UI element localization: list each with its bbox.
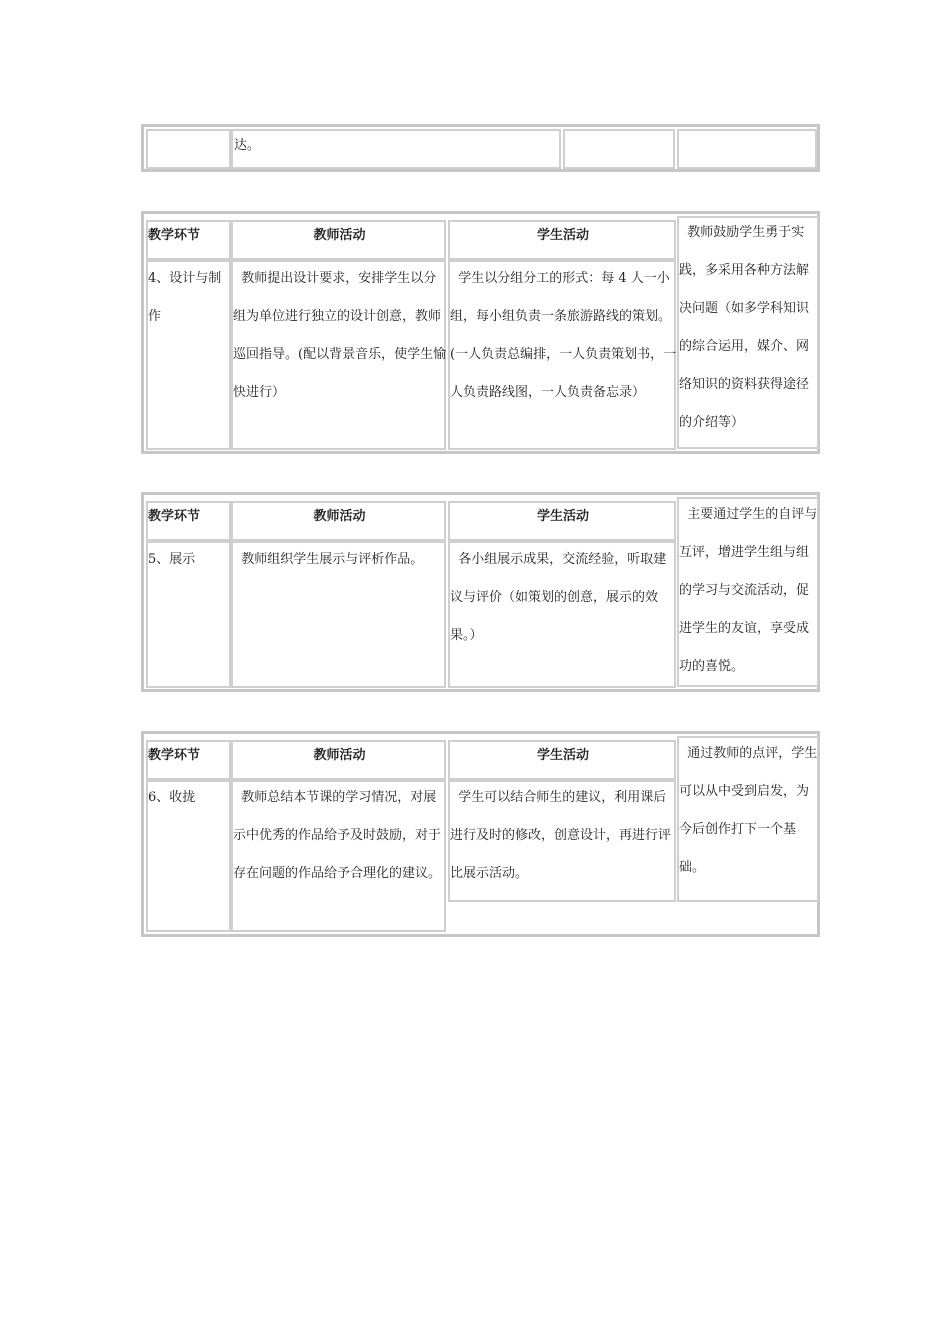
cell-stage <box>146 780 231 932</box>
header-stage: 教学环节 <box>148 748 201 763</box>
student-text: 学生以分组分工的形式：每 4 人一小组，每小组负责一条旅游路线的策划。(一人负责总编排，一人负责策划书，一人负责路线图，一人负责备忘录） <box>450 271 677 400</box>
note-text: 教师鼓励学生勇于实践，多采用各种方法解决问题（如多学科知识的综合运用，媒介、网络知识的资料获得途径的介绍等） <box>679 225 810 430</box>
cell-student-header <box>448 740 676 780</box>
cell-student-header <box>448 220 676 260</box>
cell-teacher <box>231 541 446 688</box>
cell-teacher-header <box>231 501 446 541</box>
cell-note <box>677 216 819 449</box>
cell-teacher <box>231 260 446 450</box>
student-text: 各小组展示成果，交流经验，听取建议与评价（如策划的创意，展示的效果。） <box>450 552 667 643</box>
header-student: 学生活动 <box>536 228 589 243</box>
cell-stage-header <box>146 740 231 780</box>
table-continuation <box>141 124 820 172</box>
cell-note <box>677 497 819 687</box>
table-section-5 <box>141 492 820 692</box>
cell-student <box>448 541 676 688</box>
note-text: 通过教师的点评，学生可以从中受到启发，为今后创作打下一个基础。 <box>679 746 818 875</box>
cell-teacher-header <box>231 220 446 260</box>
header-teacher: 教师活动 <box>313 748 366 763</box>
table-section-4 <box>141 211 820 454</box>
teacher-text: 教师组织学生展示与评析作品。 <box>233 552 424 567</box>
teacher-text: 教师总结本节课的学习情况，对展示中优秀的作品给予及时鼓励，对于存在问题的作品给予合理化的建议。 <box>233 790 442 881</box>
stage-text: 5、展示 <box>148 552 196 567</box>
cell-student-header <box>448 501 676 541</box>
stage-text: 6、收拢 <box>148 790 196 805</box>
cell-student <box>448 780 676 902</box>
cell-stage <box>146 541 231 688</box>
teacher-text: 教师提出设计要求，安排学生以分组为单位进行独立的设计创意，教师巡回指导。(配以背景音乐，使学生愉快进行） <box>233 271 447 400</box>
cell-note <box>677 129 817 169</box>
cell-teacher <box>231 780 446 932</box>
note-text: 主要通过学生的自评与互评，增进学生组与组的学习与交流活动，促进学生的友谊，享受成功的喜悦。 <box>679 507 818 674</box>
cell-stage-header <box>146 501 231 541</box>
cell-student <box>563 129 675 169</box>
header-student: 学生活动 <box>536 509 589 524</box>
continuation-text: 达。 <box>234 138 261 153</box>
cell-student <box>448 260 676 450</box>
cell-note <box>677 736 819 902</box>
header-stage: 教学环节 <box>148 509 201 524</box>
header-student: 学生活动 <box>536 748 589 763</box>
cell-stage <box>146 129 231 169</box>
stage-text: 4、设计与制作 <box>148 271 222 324</box>
cell-stage-header <box>146 220 231 260</box>
table-section-6 <box>141 731 820 937</box>
header-stage: 教学环节 <box>148 228 201 243</box>
cell-stage <box>146 260 231 450</box>
student-text: 学生可以结合师生的建议，利用课后进行及时的修改，创意设计，再进行评比展示活动。 <box>450 790 672 881</box>
cell-teacher-header <box>231 740 446 780</box>
header-teacher: 教师活动 <box>313 509 366 524</box>
header-teacher: 教师活动 <box>313 228 366 243</box>
cell-teacher <box>231 129 561 169</box>
